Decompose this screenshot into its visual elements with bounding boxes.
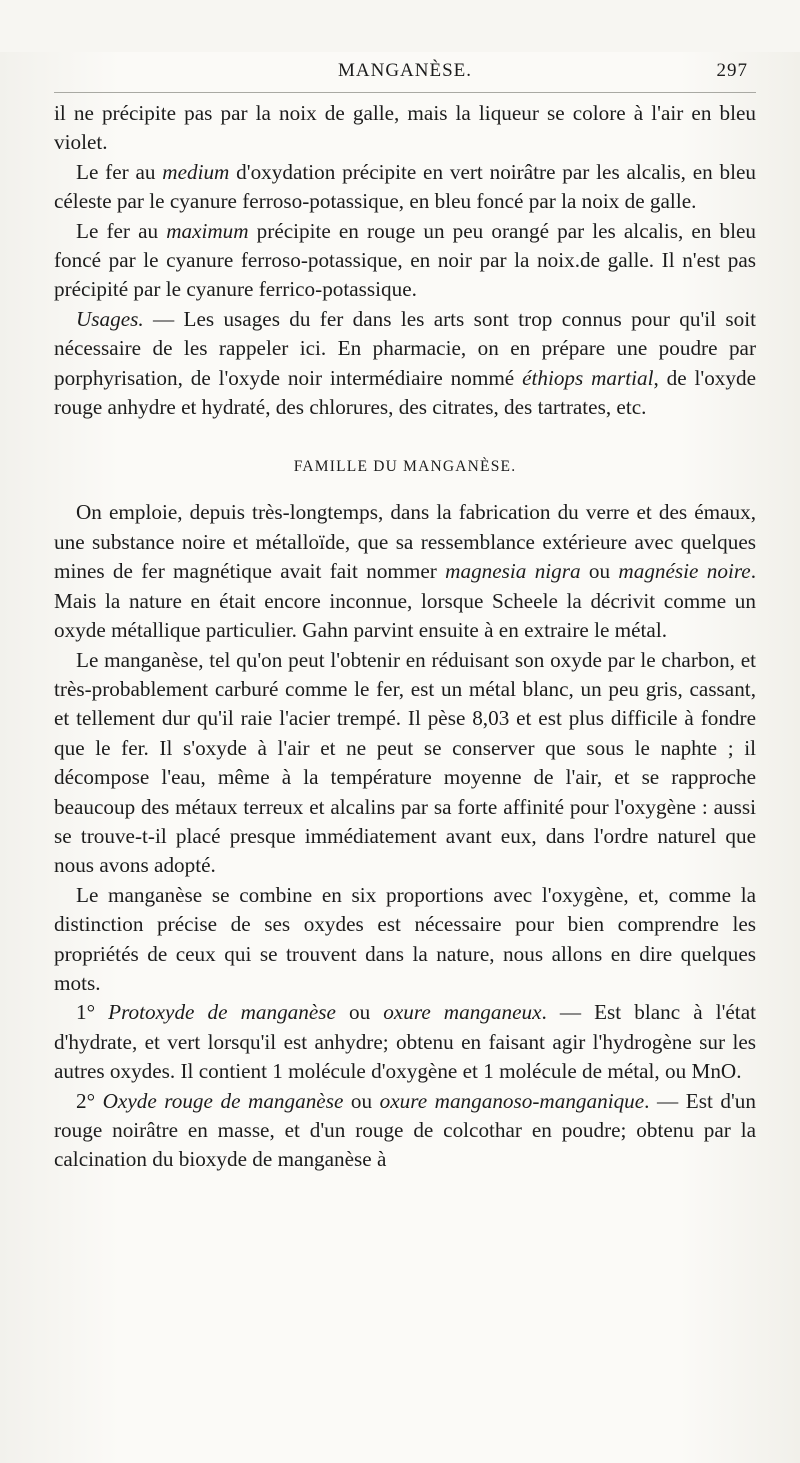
book-page [0, 52, 800, 1463]
paragraph-metal-properties: Le manganèse, tel qu'on peut l'obtenir en réduisant son oxyde par le charbon, et très-probablement carburé comme le fer, est un métal blanc, un peu gris, cassant, et tellement dur qu'il raie l'acier trempé. Il pèse 8,03 et est plus difficile à fondre que le fer. Il s'oxyde à l'air et ne peut se conserver que sous le naphte ; il décompose l'eau, même à la température moyenne de l'air, et se rapproche beaucoup des métaux terreux et alcalins par sa forte affinité pour l'oxygène : aussi se trouve-t-il placé presque immédiatement avant eux, dans l'ordre naturel que nous avons adopté. [54, 647, 756, 878]
page-body [54, 99, 756, 1175]
running-title: MANGANÈSE. [337, 60, 473, 81]
section-title: FAMILLE DU MANGANÈSE. [293, 458, 517, 476]
paragraph-oxygen-proportions: Le manganèse se combine en six proportions avec l'oxygène, et, comme la distinction précise de ses oxydes est nécessaire pour bien comprendre les propriétés de ceux qui se trouvent dans la nature, nous allons en dire quelques mots. [54, 882, 756, 995]
paragraph-fer-medium: Le fer au medium d'oxydation précipite en vert noirâtre par les alcalis, en bleu céleste par le cyanure ferroso-potassique, en bleu foncé par la noix de galle. [54, 159, 757, 214]
paragraph-noix-de-galle: il ne précipite pas par la noix de galle, mais la liqueur se colore à l'air en bleu violet. [54, 101, 756, 155]
paragraph-protoxyde: 1° Protoxyde de manganèse ou oxure manganeux. — Est blanc à l'état d'hydrate, et vert lorsqu'il est anhydre; obtenu en faisant agir l'hydrogène sur les autres oxydes. Il contient 1 molécule d'oxygène et 1 molécule de métal, ou MnO. [54, 1000, 756, 1084]
paragraph-usages: Usages. — Les usages du fer dans les arts sont trop connus pour qu'il soit nécessaire de les rappeler ici. En pharmacie, on en prépare une poudre par porphyrisation, de l'oxyde noir intermédiaire nommé éthiops martial, de l'oxyde rouge anhydre et hydraté, des chlorures, des citrates, des tartrates, etc. [54, 306, 756, 420]
paragraph-fer-maximum: Le fer au maximum précipite en rouge un peu orangé par les alcalis, en bleu foncé par le cyanure ferroso-potassique, en noir par la noix.de galle. Il n'est pas précipité par le cyanure ferrico-potassique. [54, 218, 757, 302]
running-header [54, 52, 756, 93]
page-number: 297 [716, 60, 748, 81]
paragraph-magnesia-nigra: On emploie, depuis très-longtemps, dans la fabrication du verre et des émaux, une substance noire et métalloïde, que sa ressemblance extérieure avec quelques mines de fer magnétique avait fait nommer magnesia nigra ou magnésie noire. Mais la nature en était encore inconnue, lorsque Scheele la décrivit comme un oxyde métallique particulier. Gahn parvint ensuite à en extraire le métal. [54, 500, 756, 643]
paragraph-oxyde-rouge: 2° Oxyde rouge de manganèse ou oxure manganoso-manganique. — Est d'un rouge noirâtre en masse, et d'un rouge de colcothar en poudre; obtenu par la calcination du bioxyde de manganèse à [54, 1088, 756, 1172]
